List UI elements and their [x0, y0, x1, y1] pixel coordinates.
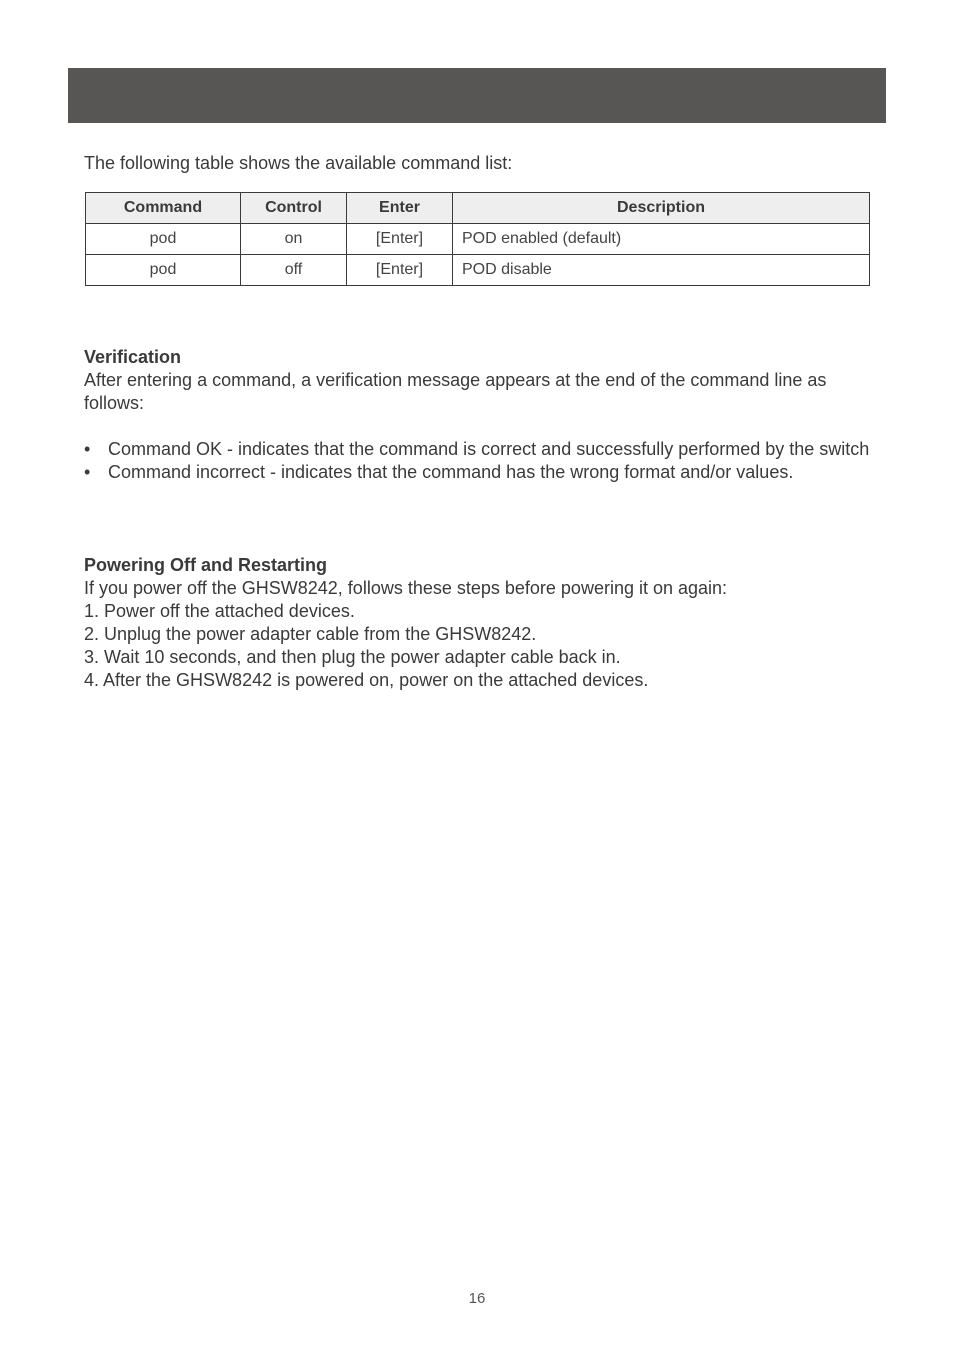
powering-body: If you power off the GHSW8242, follows these steps before powering it on again:: [84, 578, 728, 598]
header-bar: [68, 68, 886, 123]
list-item-text: Command incorrect - indicates that the command has the wrong format and/or values.: [108, 462, 794, 482]
cell-enter: [Enter]: [347, 224, 453, 255]
table-row: [86, 224, 870, 255]
verification-section: [84, 346, 874, 484]
command-table: [85, 192, 870, 286]
intro-text: The following table shows the available command list:: [84, 153, 513, 173]
column-header-enter: Enter: [347, 193, 453, 224]
page-number: 16: [468, 1290, 486, 1307]
list-item: 4. After the GHSW8242 is powered on, power on the attached devices.: [84, 670, 649, 690]
powering-heading: Powering Off and Restarting: [84, 555, 328, 575]
verification-bullet-list: [84, 438, 874, 484]
table-header-row: [86, 193, 870, 224]
verification-body: After entering a command, a verification message appears at the end of the command line as follows:: [84, 370, 827, 413]
cell-description: POD disable: [453, 255, 870, 286]
powering-section: [84, 554, 874, 692]
cell-command: pod: [86, 255, 241, 286]
list-item: [84, 438, 874, 461]
cell-enter: [Enter]: [347, 255, 453, 286]
verification-heading: Verification: [84, 347, 182, 367]
list-item: 3. Wait 10 seconds, and then plug the power adapter cable back in.: [84, 647, 621, 667]
list-item: [84, 461, 874, 484]
table-row: [86, 255, 870, 286]
column-header-command: Command: [86, 193, 241, 224]
cell-command: pod: [86, 224, 241, 255]
list-item-text: Command OK - indicates that the command is correct and successfully performed by the switch: [108, 439, 870, 459]
column-header-control: Control: [241, 193, 347, 224]
powering-steps-list: [84, 600, 874, 692]
cell-control: on: [241, 224, 347, 255]
column-header-description: Description: [453, 193, 870, 224]
bullet-icon: •: [84, 439, 91, 459]
list-item: 2. Unplug the power adapter cable from the GHSW8242.: [84, 624, 537, 644]
list-item: 1. Power off the attached devices.: [84, 601, 355, 621]
cell-control: off: [241, 255, 347, 286]
bullet-icon: •: [84, 462, 91, 482]
cell-description: POD enabled (default): [453, 224, 870, 255]
